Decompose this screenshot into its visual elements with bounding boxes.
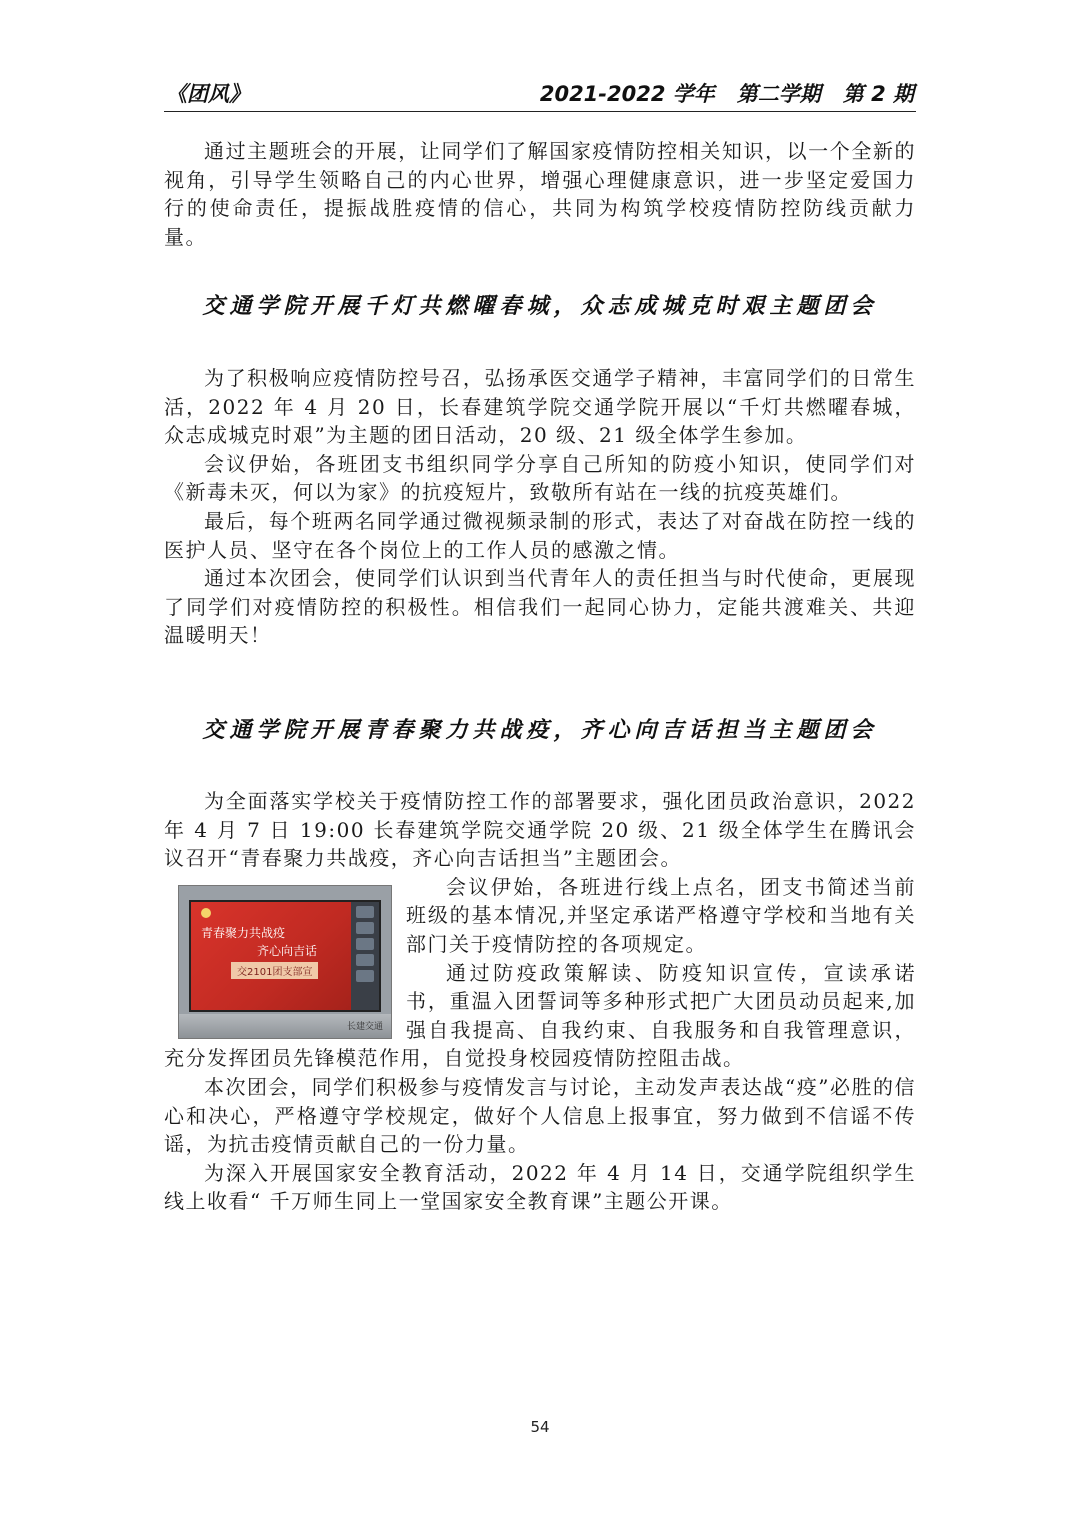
article2-paragraph: 为深入开展国家安全教育活动，2022 年 4 月 14 日，交通学院组织学生线上收看“ 千万师生同上一堂国家安全教育课”主题公开课。 — [164, 1160, 916, 1214]
article1-paragraph: 最后，每个班两名同学通过微视频录制的形式，表达了对奋战在防控一线的医护人员、坚守在各个岗位上的工作人员的感激之情。 — [164, 508, 916, 562]
watermark-label: 长建交通 — [346, 1021, 383, 1032]
header-year: 2021-2022 学年 — [539, 82, 715, 106]
article2-paragraph: 会议伊始，各班进行线上点名，团支书简述当前班级的基本情况,并坚定承诺严格遵守学校和当地有关部门关于疫情防控的各项规定。 — [406, 874, 916, 956]
header-issue: 第 2 期 — [842, 82, 914, 106]
article2-paragraph: 本次团会，同学们积极参与疫情发言与讨论，主动发声表达战“疫”必胜的信心和决心，严格遵守学校规定，做好个人信息上报事宜，努力做到不信谣不传谣，为抗击疫情贡献自己的一份力量。 — [164, 1074, 916, 1157]
article1-paragraph: 通过本次团会，使同学们认识到当代青年人的责任担当与时代使命，更展现了同学们对疫情防控的积极性。相信我们一起同心协力，定能共渡难关、共迎温暖明天！ — [164, 566, 916, 648]
article1-body — [164, 364, 916, 650]
intro-block — [164, 137, 916, 251]
article2-paragraph: 通过防疫政策解读、防疫知识宣传，宣读承诺书，重温入团誓词等多种形式把广大团员动员起来,加强自我提高、自我约束、自我服务和自我管理意识，充分发挥团员先锋模范作用，自觉投身校园疫情防控阻击战。 — [164, 960, 916, 1071]
header-rule — [164, 111, 916, 112]
screen-text-line2: 齐心向吉话 — [257, 943, 318, 958]
article2-body — [164, 787, 916, 1216]
header-semester: 第二学期 — [736, 82, 821, 106]
header-journal-name: 《团风》 — [166, 82, 250, 106]
screen-badge: 交2101团支部宣 — [231, 962, 318, 979]
laptop-screen — [189, 900, 381, 1012]
article2-title: 交通学院开展青春聚力共战疫，齐心向吉话担当主题团会 — [202, 717, 878, 743]
article1-title: 交通学院开展千灯共燃曜春城，众志成城克时艰主题团会 — [202, 293, 878, 319]
article1-paragraph: 会议伊始，各班团支书组织同学分享自己所知的防疫小知识，使同学们对《新毒未灭，何以为家》的抗疫短片，致敬所有站在一线的抗疫英雄们。 — [164, 451, 916, 505]
page-number: 54 — [530, 1418, 550, 1436]
video-sidebar — [351, 902, 379, 1010]
screen-text-line1: 青春聚力共战疫 — [201, 925, 286, 940]
meeting-photo — [178, 885, 392, 1039]
article2-paragraph: 为全面落实学校关于疫情防控工作的部署要求，强化团员政治意识，2022 年 4 月 7 日 19:00 长春建筑学院交通学院 20 级、21 级全体学生在腾讯会议召开“青春聚力共战疫，齐心向吉话担当”主题团会。 — [164, 789, 916, 871]
flag-icon — [201, 908, 211, 918]
intro-paragraph: 通过主题班会的开展，让同学们了解国家疫情防控相关知识，以一个全新的视角，引导学生领略自己的内心世界，增强心理健康意识，进一步坚定爱国力行的使命责任，提振战胜疫情的信心，共同为构筑学校疫情防控防线贡献力量。 — [164, 139, 916, 249]
article1-paragraph: 为了积极响应疫情防控号召，弘扬承医交通学子精神，丰富同学们的日常生活，2022 年 4 月 20 日，长春建筑学院交通学院开展以“千灯共燃曜春城，众志成城克时艰”为主题的团日活动，20 级、21 级全体学生参加。 — [164, 366, 916, 448]
header-issue-info — [518, 78, 914, 108]
